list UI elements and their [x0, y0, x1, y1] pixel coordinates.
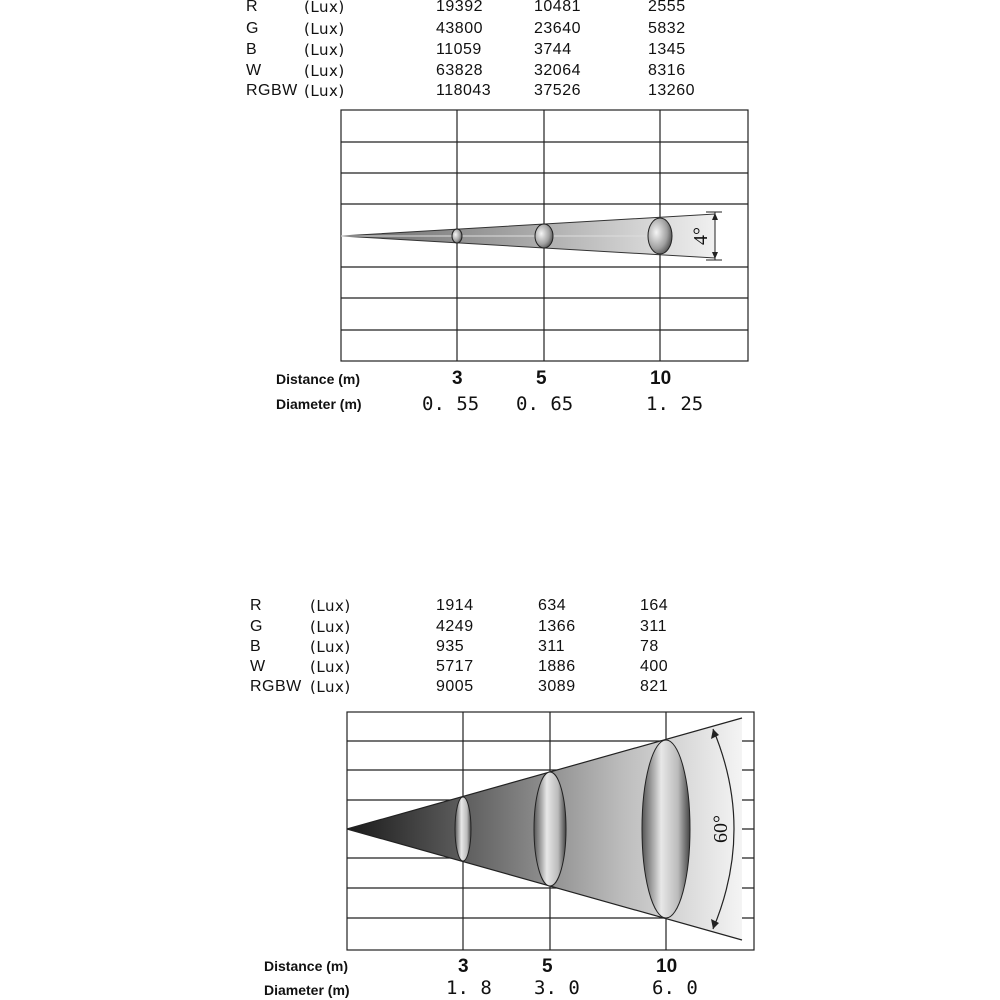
lux-value: 8316: [648, 62, 686, 79]
distance-value: 10: [650, 368, 672, 389]
lux-value: 11059: [436, 41, 482, 58]
beam-spot-5m: [534, 772, 566, 886]
lux-value: 4249: [436, 618, 474, 635]
channel-label: RGBW: [246, 82, 298, 99]
unit-label: (Lux): [304, 0, 345, 16]
channel-label: W: [250, 658, 266, 675]
channel-label: G: [250, 618, 263, 635]
lux-value: 3089: [538, 678, 576, 695]
unit-label: (Lux): [304, 62, 345, 80]
lux-value: 63828: [436, 62, 483, 79]
distance-value: 10: [656, 956, 678, 977]
lux-value: 43800: [436, 20, 483, 37]
unit-label: (Lux): [304, 82, 345, 100]
lux-value: 13260: [648, 82, 695, 99]
lux-value: 1886: [538, 658, 576, 675]
beam-cone-1: [341, 212, 722, 260]
lux-value: 2555: [648, 0, 686, 15]
lux-value: 9005: [436, 678, 474, 695]
distance-label-1: Distance (m): [276, 371, 361, 387]
beam-angle-1: 4°: [690, 227, 712, 245]
channel-label: R: [250, 597, 263, 614]
lux-value: 164: [640, 597, 669, 614]
beam-spot-5m: [535, 224, 553, 248]
lux-value: 19392: [436, 0, 483, 15]
lux-value: 634: [538, 597, 567, 614]
unit-label: (Lux): [304, 41, 345, 59]
diameter-value: 1. 25: [646, 393, 704, 415]
diameter-value: 1. 8: [446, 977, 492, 999]
diameter-value: 3. 0: [534, 977, 580, 999]
lux-value: 5832: [648, 20, 686, 37]
lux-value: 1345: [648, 41, 686, 58]
lux-value: 37526: [534, 82, 581, 99]
diameter-value: 6. 0: [652, 977, 698, 999]
lux-value: 10481: [534, 0, 581, 15]
channel-label: G: [246, 20, 259, 37]
diameter-label-2: Diameter (m): [264, 982, 350, 998]
channel-label: R: [246, 0, 259, 15]
lux-value: 32064: [534, 62, 581, 79]
lux-value: 311: [538, 638, 566, 655]
distance-value: 3: [452, 368, 463, 389]
unit-label: (Lux): [310, 638, 351, 656]
lux-value: 23640: [534, 20, 581, 37]
channel-label: B: [246, 41, 258, 58]
lux-value: 3744: [534, 41, 572, 58]
lux-value: 1914: [436, 597, 474, 614]
diameter-value: 0. 65: [516, 393, 574, 415]
lux-value: 5717: [436, 658, 474, 675]
beam-angle-2: 60°: [710, 815, 732, 843]
distance-value: 3: [458, 956, 469, 977]
unit-label: (Lux): [310, 597, 351, 615]
unit-label: (Lux): [304, 20, 345, 38]
beam-spot-3m: [455, 797, 471, 861]
lux-value: 311: [640, 618, 668, 635]
lux-value: 78: [640, 638, 659, 655]
diameter-value: 0. 55: [422, 393, 480, 415]
beam-spot-10m: [642, 740, 690, 918]
distance-value: 5: [536, 368, 547, 389]
beam-spot-10m: [648, 218, 672, 254]
lux-value: 935: [436, 638, 465, 655]
channel-label: B: [250, 638, 262, 655]
lux-value: 1366: [538, 618, 576, 635]
unit-label: (Lux): [310, 658, 351, 676]
distance-label-2: Distance (m): [264, 958, 349, 974]
lux-value: 400: [640, 658, 669, 675]
channel-label: W: [246, 62, 262, 79]
distance-value: 5: [542, 956, 553, 977]
unit-label: (Lux): [310, 618, 351, 636]
beam-cone-2: [347, 718, 742, 940]
channel-label: RGBW: [250, 678, 302, 695]
lux-value: 821: [640, 678, 669, 695]
unit-label: (Lux): [310, 678, 351, 696]
beam-spot-3m: [452, 229, 462, 243]
lux-value: 118043: [436, 82, 492, 99]
diameter-label-1: Diameter (m): [276, 396, 362, 412]
